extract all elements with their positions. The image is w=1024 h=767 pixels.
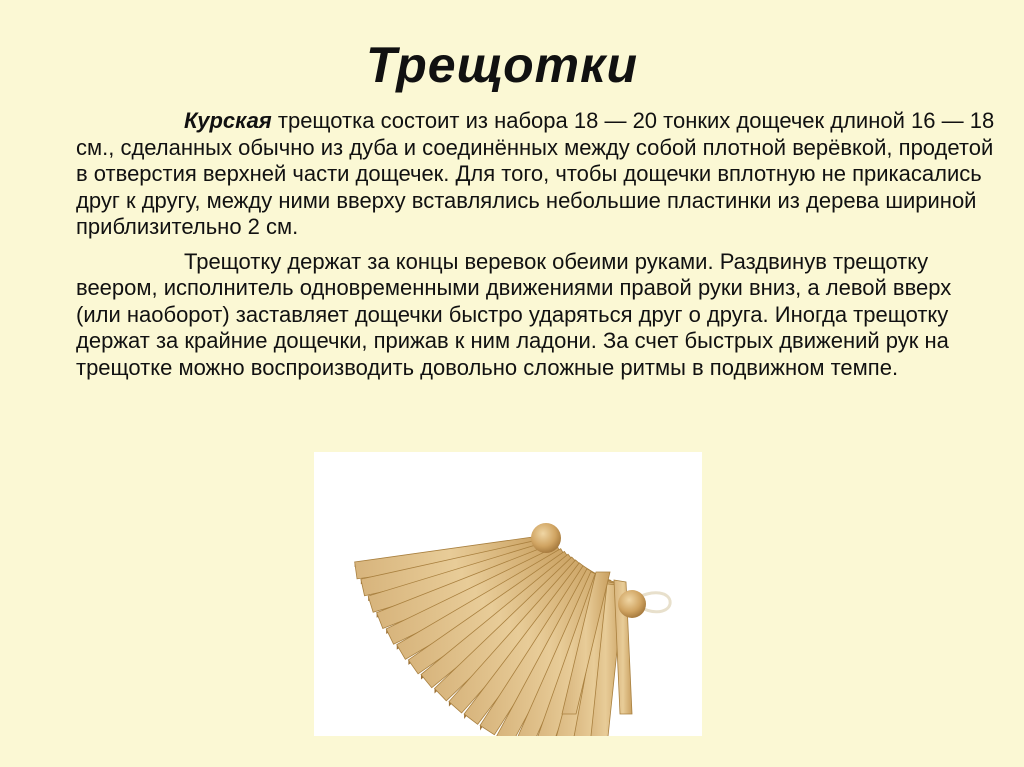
- slide-body: [76, 108, 996, 389]
- slide-title: Трещотки: [365, 37, 639, 93]
- rattle-photo: [314, 452, 702, 736]
- top-bead: [531, 523, 561, 553]
- paragraph-1: [76, 108, 996, 241]
- paragraph-2: Трещотку держат за концы веревок обеими руками. Раздвинув трещотку веером, исполнитель одновременными движениями правой руки вниз, а левой вверх (или наоборот) заставляет дощечки быстро ударяться друг о друга. Иногда трещотку держат за крайние дощечки, прижав к ним ладони. За счет быстрых движений рук на трещотке можно воспроизводить довольно сложные ритмы в подвижном темпе.: [76, 248, 952, 380]
- paragraph-1-text: трещотка состоит из набора 18 — 20 тонких дощечек длиной 16 — 18 см., сделанных обычно из дуба и соединённых между собой плотной верёвкой, продетой в отверстия верхней части дощечек. Для того, чтобы дощечки вплотную не прикасались друг к другу, между ними вверху вставлялись небольшие пластинки из дерева шириной приблизительно 2 см.: [76, 108, 995, 239]
- right-bead: [618, 590, 646, 618]
- wooden-rattle-illustration: [314, 452, 702, 736]
- paragraph-1-lead: Курская: [184, 108, 272, 133]
